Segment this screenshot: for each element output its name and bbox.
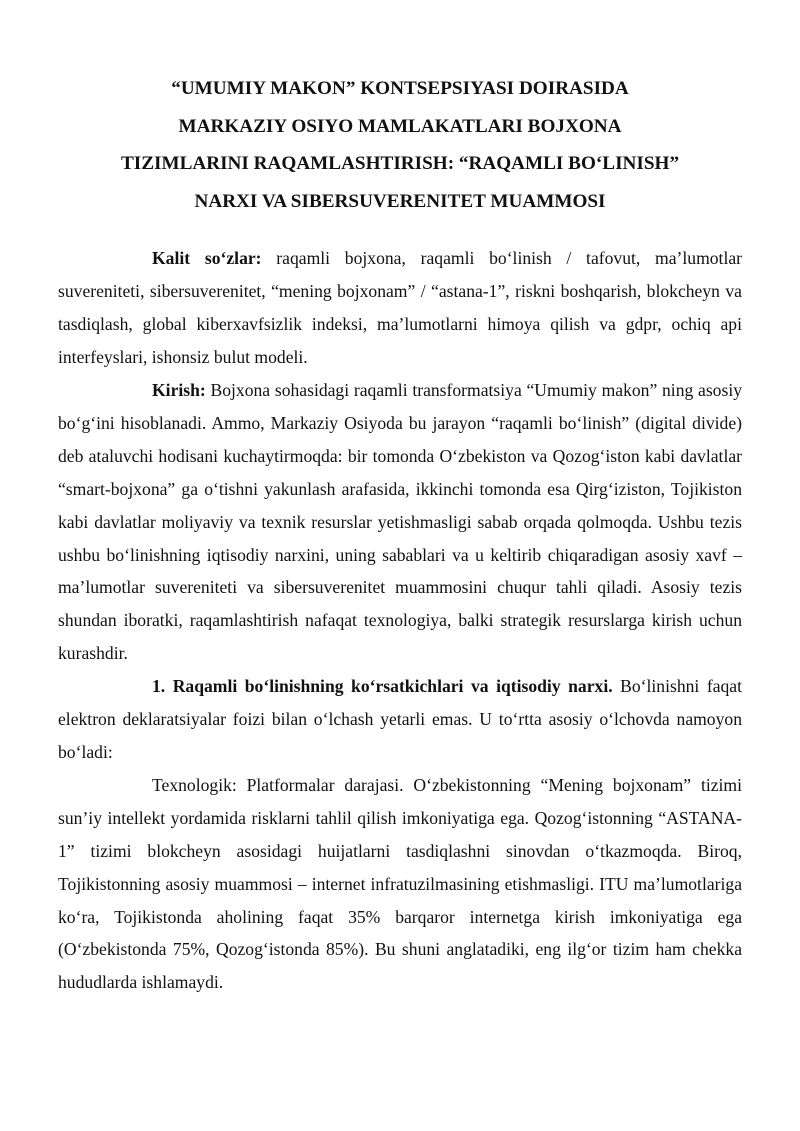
section-1-heading: 1. Raqamli bo‘linishning ko‘rsatkichlari va iqtisodiy narxi. — [152, 676, 613, 697]
introduction-paragraph — [58, 374, 742, 670]
title-line: TIZIMLARINI RAQAMLASHTIRISH: “RAQAMLI BO‘LINISH” — [120, 153, 680, 175]
technological-paragraph — [58, 769, 742, 999]
section-1-text: Bo‘linishni faqat elektron deklaratsiyalar foizi bilan o‘lchash yetarli emas. U to‘rtta asosiy o‘lchovda namoyon bo‘ladi: — [58, 676, 742, 762]
document-title — [58, 70, 742, 220]
keywords-paragraph — [58, 242, 742, 374]
introduction-text: Bojxona sohasidagi raqamli transformatsiya “Umumiy makon” ning asosiy bo‘g‘ini hisoblanadi. Ammo, Markaziy Osiyoda bu jarayon “raqamli bo‘linish” (digital divide) deb ataluvchi hodisani kuchaytirmoqda: bir tomonda O‘zbekiston va Qozog‘iston kabi davlatlar “smart-bojxona” ga o‘tishni yakunlash arafasida, ikkinchi tomonda esa Qirg‘iziston, Tojikiston kabi davlatlar moliyaviy va texnik resurslar yetishmasligi sabab orqada qolmoqda. Ushbu tezis ushbu bo‘linishning iqtisodiy narxini, uning sabablari va u keltirib chiqaradigan asosiy xavf – ma’lumotlar suvereniteti va sibersuverenitet muammosini chuqur tahli qiladi. Asosiy tezis shundan iboratki, raqamlashtirish nafaqat texnologiya, balki strategik resurslarga kirish uchun kurashdir. — [58, 380, 742, 664]
technological-text: Texnologik: Platformalar darajasi. O‘zbekistonning “Mening bojxonam” tizimi sun’iy intellekt yordamida risklarni tahlil qilish imkoniyatiga ega. Qozog‘istonning “ASTANA-1” tizimi blokcheyn asosidagi huijatlarni tasdiqlashni sinovdan o‘tkazmoqda. Biroq, Tojikistonning asosiy muammosi – internet infratuzilmasining etishmasligi. ITU ma’lumotlariga ko‘ra, Tojikistonda aholining faqat 35% barqaror internetga kirish imkoniyatiga ega (O‘zbekistonda 75%, Qozog‘istonda 85%). Bu shuni anglatadiki, eng ilg‘or tizim ham chekka hududlarda ishlamaydi. — [58, 774, 742, 993]
title-line: NARXI VA SIBERSUVERENITET MUAMMOSI — [194, 190, 606, 212]
keywords-label: Kalit so‘zlar: — [152, 248, 262, 269]
introduction-label: Kirish: — [152, 380, 206, 400]
title-line: MARKAZIY OSIYO MAMLAKATLARI BOJXONA — [178, 115, 622, 137]
section-1-paragraph — [58, 670, 742, 769]
keywords-text: raqamli bojxona, raqamli bo‘linish / tafovut, ma’lumotlar suvereniteti, sibersuverenitet, “mening bojxonam” / “astana-1”, riskni boshqarish, blokcheyn va tasdiqlash, global kiberxavfsizlik indeksi, ma’lumotlarni himoya qilish va gdpr, ochiq api interfeyslari, ishonsiz bulut modeli. — [58, 248, 743, 368]
title-line: “UMUMIY MAKON” KONTSEPSIYASI DOIRASIDA — [171, 78, 629, 99]
